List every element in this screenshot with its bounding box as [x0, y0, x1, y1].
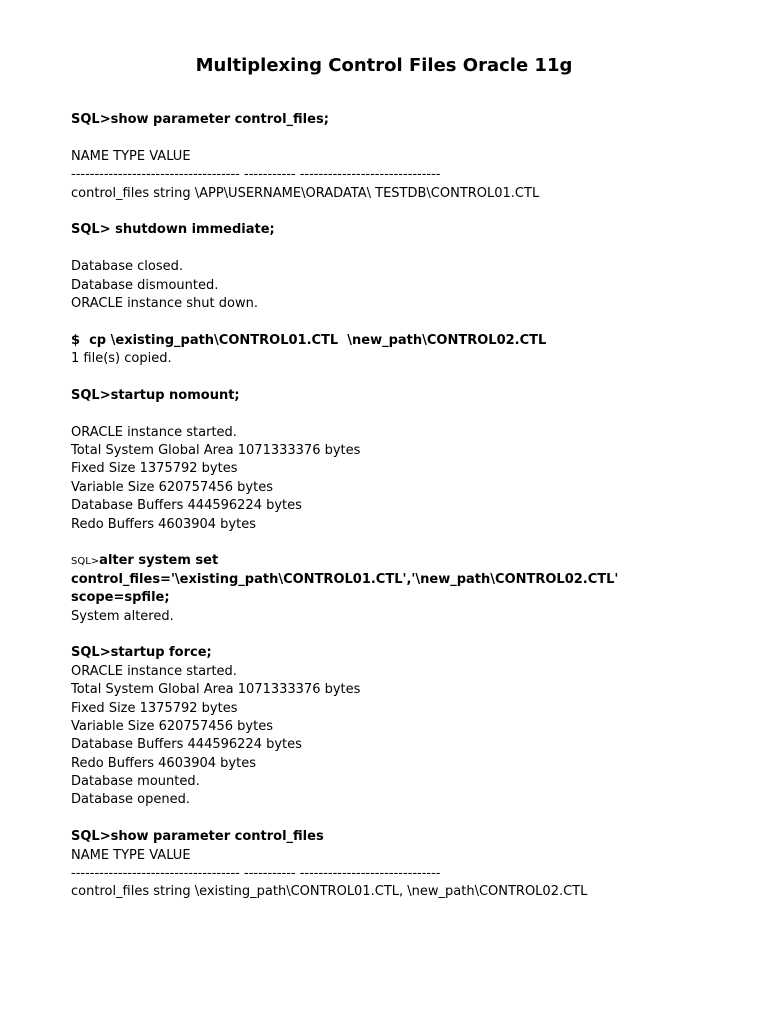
output-line: NAME TYPE VALUE [71, 148, 191, 164]
document-title: Multiplexing Control Files Oracle 11g [195, 55, 573, 76]
output-line: Fixed Size 1375792 bytes [71, 461, 238, 477]
output-line: Redo Buffers 4603904 bytes [71, 516, 256, 532]
output-line: ------------------------------------ ----------- ------------------------------ [71, 167, 441, 183]
blank-line [71, 203, 751, 221]
output-line: ORACLE instance started. [71, 663, 237, 679]
output-line: ORACLE instance started. [71, 424, 237, 440]
output-line: Database Buffers 444596224 bytes [71, 737, 302, 753]
output-line: Redo Buffers 4603904 bytes [71, 755, 256, 771]
output-line: Database opened. [71, 792, 190, 808]
output-line: Database dismounted. [71, 277, 219, 293]
output-line: Total System Global Area 1071333376 bytes [71, 443, 361, 459]
output-line: Database Buffers 444596224 bytes [71, 498, 302, 514]
blank-line [71, 810, 751, 828]
sql-prompt: SQL> [71, 556, 100, 568]
sql-command-line: SQL>startup nomount; [71, 387, 240, 403]
blank-line [71, 405, 751, 423]
sql-command-line: $ cp \existing_path\CONTROL01.CTL \new_path\CONTROL02.CTL [71, 332, 547, 348]
sql-command-line: scope=spfile; [71, 590, 170, 606]
sql-command-line: SQL> shutdown immediate; [71, 222, 275, 238]
blank-line [71, 240, 751, 258]
output-line: ORACLE instance shut down. [71, 295, 258, 311]
output-line: control_files string \APP\USERNAME\ORADATA\ TESTDB\CONTROL01.CTL [71, 185, 540, 201]
output-line: 1 file(s) copied. [71, 351, 172, 367]
output-line: Fixed Size 1375792 bytes [71, 700, 238, 716]
output-line: Database mounted. [71, 774, 200, 790]
output-line: Database closed. [71, 259, 184, 275]
output-line: Variable Size 620757456 bytes [71, 479, 273, 495]
sql-command-line: SQL>show parameter control_files [71, 829, 324, 845]
blank-line [71, 626, 751, 644]
sql-command-text: alter system set [99, 553, 219, 569]
output-line: Variable Size 620757456 bytes [71, 718, 273, 734]
blank-line [71, 534, 751, 552]
blank-line [71, 313, 751, 331]
output-line: control_files string \existing_path\CONTROL01.CTL, \new_path\CONTROL02.CTL [71, 884, 588, 900]
blank-line [71, 368, 751, 386]
output-line: Total System Global Area 1071333376 bytes [71, 682, 361, 698]
sql-command-line: control_files='\existing_path\CONTROL01.CTL','\new_path\CONTROL02.CTL' [71, 571, 619, 587]
output-line: ------------------------------------ ----------- ------------------------------ [71, 866, 441, 882]
output-line: NAME TYPE VALUE [71, 847, 191, 863]
output-line: System altered. [71, 608, 174, 624]
document-body [71, 111, 751, 902]
sql-command-line [71, 552, 751, 570]
sql-command-line: SQL>startup force; [71, 645, 212, 661]
blank-line [71, 129, 751, 147]
sql-command-line: SQL>show parameter control_files; [71, 112, 329, 127]
